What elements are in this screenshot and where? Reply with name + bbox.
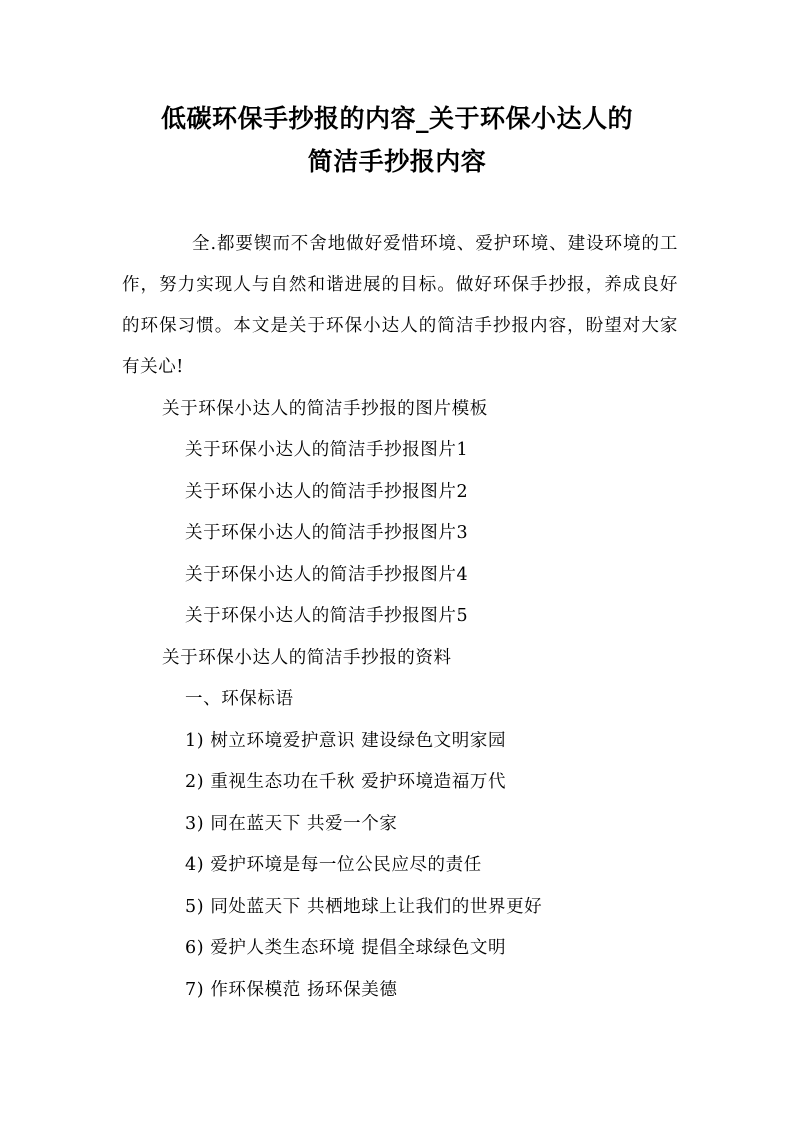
slogan-item: 4) 爱护环境是每一位公民应尽的责任 (185, 855, 482, 875)
image-item: 关于环保小达人的简洁手抄报图片4 (185, 565, 469, 585)
slogan-item: 6) 爱护人类生态环境 提倡全球绿色文明 (185, 938, 507, 958)
slogan-item: 5) 同处蓝天下 共栖地球上让我们的世界更好 (185, 897, 543, 917)
image-item: 关于环保小达人的简洁手抄报图片3 (185, 523, 469, 543)
subsection-heading-slogans: 一、环保标语 (185, 689, 294, 709)
document-title-line-1: 低碳环保手抄报的内容_关于环保小达人的 (160, 104, 633, 133)
section-heading-materials: 关于环保小达人的简洁手抄报的资料 (162, 648, 452, 668)
image-item: 关于环保小达人的简洁手抄报图片2 (185, 482, 469, 502)
intro-paragraph: 全.都要锲而不舍地做好爱惜环境、爱护环境、建设环境的工作，努力实现人与自然和谐进展的目标。做好环保手抄报，养成良好的环保习惯。本文是关于环保小达人的简洁手抄报内容，盼望对大家有关心! (122, 234, 678, 377)
image-item: 关于环保小达人的简洁手抄报图片5 (185, 606, 469, 626)
image-item: 关于环保小达人的简洁手抄报图片1 (185, 440, 469, 460)
slogan-item: 3) 同在蓝天下 共爱一个家 (185, 814, 398, 834)
document-title-line-2: 简洁手抄报内容 (307, 147, 487, 176)
slogan-item: 2) 重视生态功在千秋 爱护环境造福万代 (185, 772, 507, 792)
section-heading-image-templates: 关于环保小达人的简洁手抄报的图片模板 (162, 399, 488, 419)
slogan-item: 1) 树立环境爱护意识 建设绿色文明家园 (185, 731, 507, 751)
slogan-item: 7) 作环保模范 扬环保美德 (185, 980, 398, 1000)
